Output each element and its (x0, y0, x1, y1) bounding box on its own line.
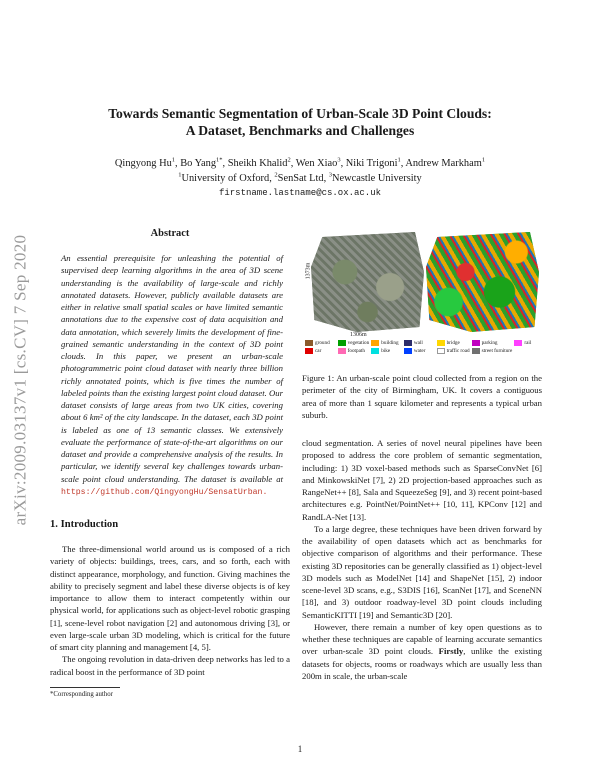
legend-label: rail (524, 340, 532, 346)
author-sup: 1 (481, 156, 486, 164)
affiliations: $^1$University of Oxford, $^2$SenSat Ltd, $^3$Newcastle University (178, 171, 422, 184)
legend-item (371, 340, 402, 346)
legend-label: building (381, 340, 399, 346)
legend-swatch (472, 340, 480, 346)
body-paragraph: cloud segmentation. A series of novel neural pipelines have been proposed to address the core problem of semantic segmentation, including: 1) 3D voxel-based methods such as SparseConvNet [6] and MinkowskiNet [7], 2) 2D projection-based approaches such as RangeNet++ [8], Sala and SqueezeSeg [9], and 3) recent point-based architectures e.g. PointNet/PointNet++ [10, 11], KPConv [12] and RandLA-Net [13]. (302, 438, 542, 522)
legend-swatch (371, 348, 379, 354)
legend-item (305, 348, 336, 354)
legend-item (472, 348, 513, 354)
segmentation-map-image (426, 232, 539, 332)
legend-label: vegetation (347, 340, 370, 346)
affiliation: SenSat Ltd (277, 173, 324, 184)
legend-item (404, 340, 435, 346)
title-line-1: Towards Semantic Segmentation of Urban-Scale 3D Point Clouds: (108, 106, 492, 121)
title-line-2: A Dataset, Benchmarks and Challenges (185, 122, 415, 138)
legend-swatch (514, 340, 522, 346)
page-number: 1 (297, 744, 303, 754)
author-names: Qingyong Hu$^1$, Bo Yang$^{1*}$, Sheikh Khalid$^2$, Wen Xiao$^3$, Niki Trigoni$^1$, Andrew Markham$^1$ (114, 156, 486, 169)
legend-label: water (413, 348, 426, 354)
emphasis-firstly: Firstly (438, 646, 464, 657)
author-sup: 1 (171, 156, 176, 164)
paper-title (60, 106, 540, 139)
introduction-body (50, 543, 290, 678)
legend-item (371, 348, 402, 354)
legend-label: traffic road (446, 348, 470, 354)
arxiv-identifier (5, 210, 35, 550)
author-block (60, 156, 540, 186)
intro-paragraph-1: The three-dimensional world around us is composed of a rich variety of objects: buildings, trees, cars, and so forth, each with distinct appearance, morphology, and function. Giving machines the ability to precisely segment and label these diverse objects is of key importance to allow them to interact competently within our physical world, for applications such as object-level robotic grasping [1], scene-level robot navigation [2] and autonomous driving [3], or even large-scale urban 3D modeling, which is critical for the future of smart city planning and management [4, 5]. (50, 544, 290, 652)
author-sup: 3 (337, 156, 341, 164)
arxiv-identifier-text: arXiv:2009.03137v1 [cs.CV] 7 Sep 2020 (10, 234, 30, 526)
legend-label: parking (481, 340, 498, 346)
affiliation: Newcastle University (332, 173, 422, 184)
dataset-link[interactable]: https://github.com/QingyongHu/SensatUrban. (61, 487, 268, 497)
legend-item (437, 340, 470, 346)
body-paragraph: To a large degree, these techniques have been driven forward by the availability of open datasets which act as benchmarks for objective comparison of algorithms and their performance. These existing 3D repositories can be generally classified as 1) object-level 3D models such as ModelNet [14] and ShapeNet [15], 2) indoor scene-level 3D scans, e.g., S3DIS [16], ScanNet [17], and SceneNN [18], and 3) outdoor roadway-level 3D point clouds including SemanticKITTI [19] and Semantic3D [20]. (302, 523, 542, 620)
dimension-label-x: 1306m (350, 332, 367, 338)
body-text: However, there remain a number of key open questions as to whether these techniques are capable of learning accurate semantics over urban-scale 3D point clouds. (302, 621, 542, 657)
author-sup: 1* (216, 156, 223, 164)
legend-label: street furniture (481, 348, 513, 354)
class-legend (305, 340, 545, 354)
affiliation: University of Oxford (181, 173, 270, 184)
legend-item (472, 340, 513, 346)
aerial-map-image (311, 232, 424, 332)
affiliation-sup: 3 (328, 171, 333, 179)
legend-swatch (371, 340, 379, 346)
legend-item (338, 348, 370, 354)
author-name: Andrew Markham (405, 158, 482, 169)
legend-swatch (338, 340, 346, 346)
legend-swatch (437, 340, 445, 346)
legend-label: car (315, 348, 322, 354)
body-text: , unlike the existing datasets for objects, rooms or roadways which are usually less than 200m in scale, the urban-scale (302, 646, 542, 681)
figure-1 (302, 228, 542, 364)
legend-label: bike (381, 348, 391, 354)
abstract-text: An essential prerequisite for unleashing the potential of supervised deep learning algorithms in the area of 3D scene understanding is the availability of large-scale and richly annotated datasets. However, publicly available datasets are either in relative small spatial scales or have limited semantic annotations due to the expensive cost of data acquisition and data annotation, which severely limits the development of fine-grained semantic understanding in the context of 3D point clouds. In this paper, we present an urban-scale photogrammetric point cloud dataset with nearly three billion richly annotated points, which is five times the number of labeled points than the existing largest point cloud dataset. Our dataset consists of large areas from two UK cities, covering about 6 km² of the city landscape. In the dataset, each 3D point is labeled as one of 13 semantic classes. We extensively evaluate the performance of state-of-the-art algorithms on our dataset and provide a comprehensive analysis of the results. In particular, we identify several key challenges towards urban-scale point cloud understanding. The dataset is available at (61, 253, 283, 484)
legend-label: footpath (347, 348, 365, 354)
legend-swatch (305, 340, 313, 346)
legend-item (338, 340, 370, 346)
legend-label: wall (413, 340, 423, 346)
legend-swatch (338, 348, 346, 354)
legend-item (437, 348, 470, 354)
legend-swatch (305, 348, 313, 354)
footnote: *Corresponding author (50, 691, 113, 698)
legend-swatch (472, 348, 480, 354)
author-name: Qingyong Hu (114, 158, 172, 169)
author-name: Wen Xiao (295, 158, 338, 169)
abstract-body (61, 252, 283, 499)
legend-item (404, 348, 435, 354)
author-sup: 2 (287, 156, 291, 164)
intro-paragraph-2: The ongoing revolution in data-driven deep networks has led to a radical boost in the performance of 3D point (50, 654, 290, 677)
legend-swatch (404, 348, 412, 354)
author-email[interactable]: firstname.lastname@cs.ox.ac.uk (218, 188, 382, 198)
legend-item (305, 340, 336, 346)
figure-caption: Figure 1: An urban-scale point cloud collected from a region on the perimeter of the city of Birmingham, UK. It covers a contiguous area of more than 1 square kilometer and represents a typical urban suburb. (302, 373, 542, 420)
author-sup: 1 (397, 156, 401, 164)
author-name: Sheikh Khalid (227, 158, 288, 169)
author-name: Niki Trigoni (345, 158, 398, 169)
footnote-divider (50, 687, 120, 688)
affiliation-sup: 2 (274, 171, 278, 179)
legend-swatch (404, 340, 412, 346)
body-paragraph (302, 621, 542, 682)
right-column-body (302, 437, 542, 682)
dimension-label-y: 1373m (305, 262, 312, 280)
affiliation-sup: 1 (178, 171, 182, 179)
legend-swatch (437, 348, 445, 354)
legend-label: bridge (446, 340, 460, 346)
abstract-heading: Abstract (150, 228, 190, 239)
section-heading-introduction: 1. Introduction (50, 519, 119, 530)
legend-item (514, 340, 545, 346)
legend-label: ground (315, 340, 330, 346)
author-name: Bo Yang (180, 158, 217, 169)
